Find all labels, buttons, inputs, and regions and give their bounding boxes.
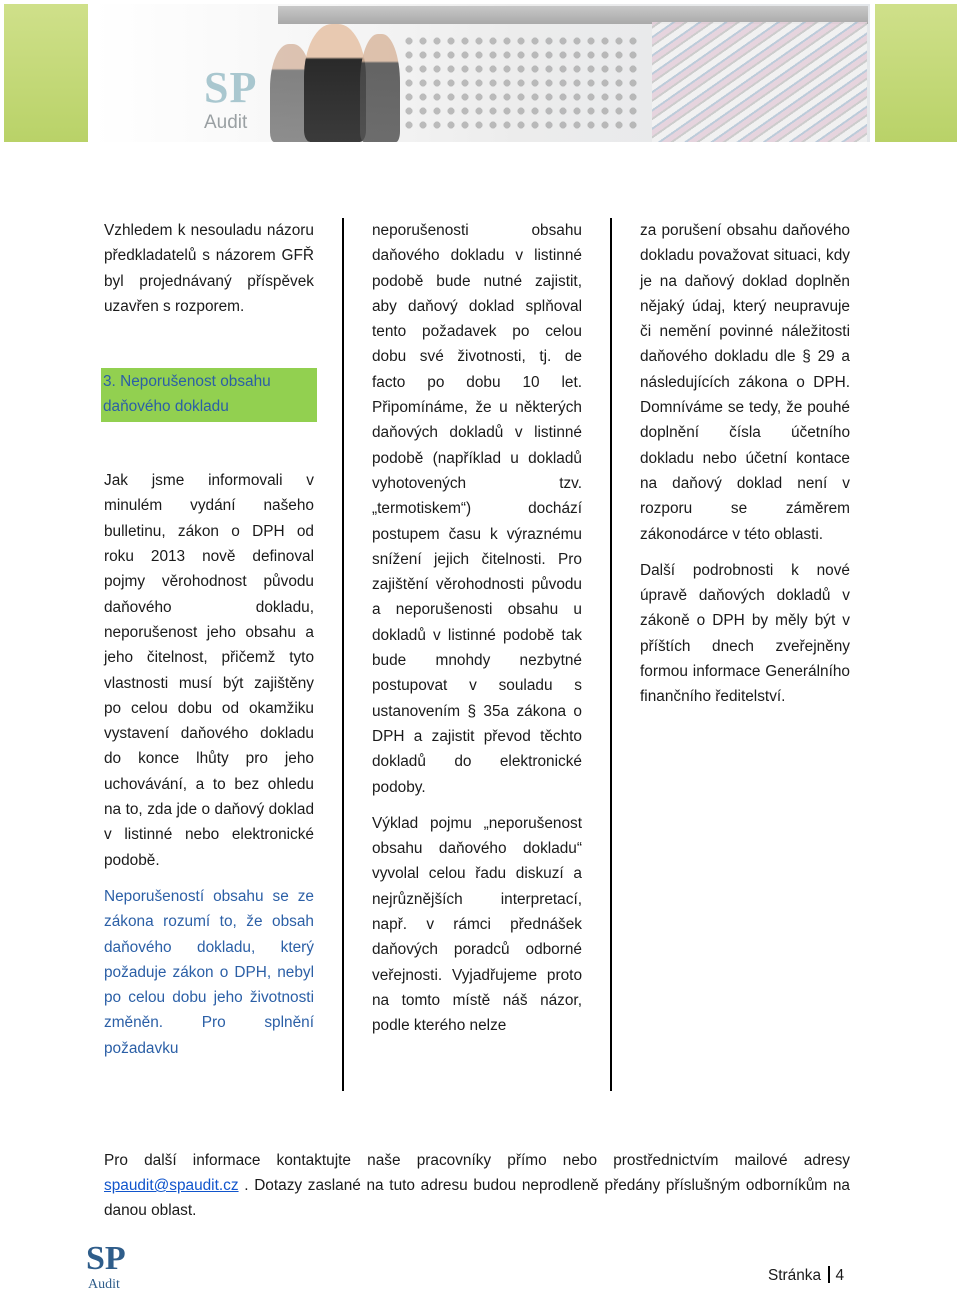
contact-text-before: Pro další informace kontaktujte naše pracovníky přímo nebo prostřednictvím mailové adresy: [104, 1152, 850, 1169]
green-side-block-left: [4, 4, 88, 142]
col2-paragraph-1: neporušenosti obsahu daňového dokladu v listinné podobě bude nutné zajistit, aby daňový doklad splňoval tento požadavek po celou dobu své životnosti, tj. de facto po dobu 10 let. Připomínáme, že u některých daňových dokladů v listinné podobě (například u dokladů vyhotovených tzv. „termotiskem“) dochází postupem času k výraznému snížení jejich čitelnosti. Pro zajištění věrohodnosti původu a neporušenosti obsahu u dokladů v listinné podobě tak bude mnohdy nezbytné postupovat v souladu s ustanovením § 35a zákona o DPH a zajistit převod těchto dokladů do elektronické podoby.: [372, 222, 582, 796]
contact-email-link[interactable]: spaudit@spaudit.cz: [104, 1177, 239, 1194]
col1-paragraph-3: Neporušeností obsahu se ze zákona rozumí to, že obsah daňového dokladu, který požaduje zákon o DPH, nebyl po celou dobu jeho životnosti změněn. Pro splnění požadavku: [104, 887, 314, 1057]
footer-logo: [86, 1241, 134, 1295]
green-side-block-right: [875, 4, 957, 142]
banner-image: [92, 4, 870, 142]
page-number: [768, 1263, 844, 1288]
column-1: [104, 218, 314, 1072]
column-divider-2: [610, 218, 612, 1091]
contact-text-after: . Dotazy zaslané na tuto adresu budou neprodleně předány příslušným odborníkům na danou oblast.: [104, 1177, 850, 1219]
header-logo-sp: SP: [204, 63, 258, 112]
banner-person-man: [360, 34, 400, 142]
banner-pixel-pattern: [402, 34, 642, 134]
footer-logo-audit: Audit: [88, 1277, 120, 1292]
contact-paragraph: [104, 1148, 850, 1223]
header-banner: [0, 0, 960, 150]
column-divider-1: [342, 218, 344, 1091]
column-2: [372, 218, 582, 1050]
col1-paragraph-1: Vzhledem k nesouladu názoru předkladatelů s názorem GFŘ byl projednávaný příspěvek uzavřen s rozporem.: [104, 222, 314, 315]
column-3: [640, 218, 850, 721]
col3-paragraph-2: Další podrobnosti k nové úpravě daňových dokladů v zákoně o DPH by měly být v příštích dnech zveřejněny formou informace Generálního finančního ředitelství.: [640, 561, 850, 706]
col1-paragraph-2: Jak jsme informovali v minulém vydání našeho bulletinu, zákon o DPH od roku 2013 nově definoval pojmy věrohodnost původu daňového dokladu, neporušenost jeho obsahu a jeho čitelnost, přičemž tyto vlastnosti musí být zajištěny po celou dobu od okamžiku vystavení daňového dokladu do konce lhůty pro jeho uchovávání, a to bez ohledu na to, zda jde o daňový doklad v listinné nebo elektronické podobě.: [104, 472, 314, 869]
page-label: Stránka: [768, 1267, 822, 1284]
col3-paragraph-1: za porušení obsahu daňového dokladu považovat situaci, kdy je na daňový doklad doplněn nějaký údaj, který neupravuje či nemění povinné náležitosti daňového dokladu dle § 29 a následujících zákona o DPH. Domníváme se tedy, že pouhé doplnění čísla účetního dokladu nebo účetní kontace na daňový doklad není v rozporu se záměrem zákonodárce v této oblasti.: [640, 222, 850, 543]
footer-logo-sp: SP: [86, 1240, 126, 1277]
banner-person-woman: [304, 24, 366, 142]
col2-paragraph-2: Výklad pojmu „neporušenost obsahu daňového dokladu“ vyvolal celou řadu diskuzí a nejrůznějších interpretací, např. v rámci přednášek daňových poradců odborné veřejnosti. Vyjadřujeme proto na tomto místě náš názor, podle kterého nelze: [372, 814, 582, 1035]
section-heading: 3. Neporušenost obsahu daňového dokladu: [101, 368, 317, 422]
page-separator: [828, 1266, 830, 1283]
banner-files-image: [652, 22, 867, 142]
header-logo-audit: Audit: [204, 112, 248, 133]
page-number-value: 4: [835, 1267, 845, 1284]
